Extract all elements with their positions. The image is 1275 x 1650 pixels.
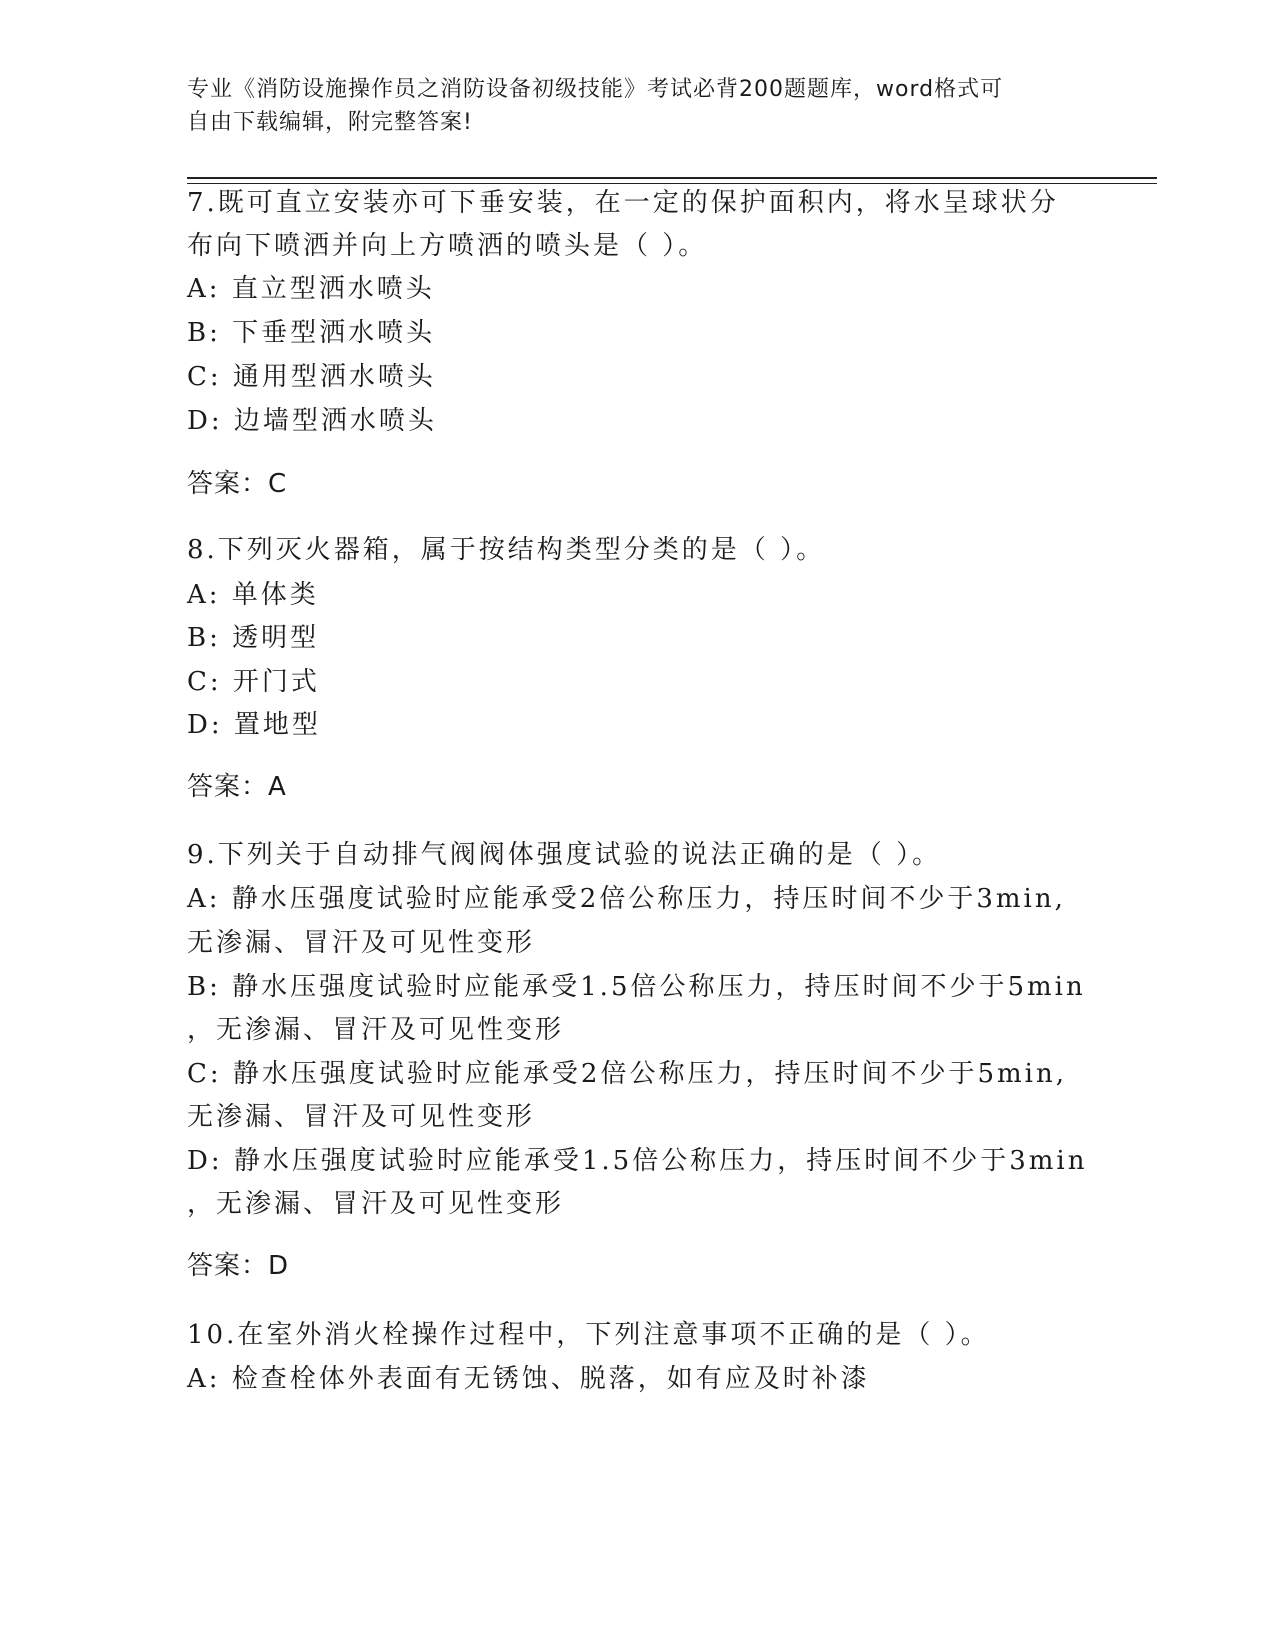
question-8-option-a: A: 单体类 — [187, 580, 319, 610]
header-divider-thick — [187, 177, 1157, 179]
header-line-2: 自由下载编辑，附完整答案! — [187, 110, 473, 135]
question-7-option-d: D: 边墙型洒水喷头 — [187, 406, 437, 436]
question-9-option-d-line-2: ，无渗漏、冒汗及可见性变形 — [187, 1189, 565, 1219]
question-9-answer: 答案：D — [187, 1251, 290, 1281]
question-9-option-a-line-2: 无渗漏、冒汗及可见性变形 — [187, 928, 536, 958]
question-8-answer: 答案：A — [187, 772, 287, 802]
question-9-stem-line-1: 9.下列关于自动排气阀阀体强度试验的说法正确的是（ ）。 — [187, 840, 942, 870]
question-7-option-a: A: 直立型洒水喷头 — [187, 274, 435, 304]
question-7-stem-line-2: 布向下喷洒并向上方喷洒的喷头是（ ）。 — [187, 231, 708, 261]
question-7-option-b: B: 下垂型洒水喷头 — [187, 318, 436, 348]
question-7-answer: 答案：C — [187, 469, 288, 499]
question-9-option-d-line-1: D: 静水压强度试验时应能承受1.5倍公称压力，持压时间不少于3min — [187, 1146, 1088, 1176]
question-9-option-a-line-1: A: 静水压强度试验时应能承受2倍公称压力，持压时间不少于3min, — [187, 884, 1066, 914]
header-line-1: 专业《消防设施操作员之消防设备初级技能》考试必背200题题库，word格式可 — [187, 77, 1004, 102]
question-8-option-b: B: 透明型 — [187, 623, 320, 653]
question-7-stem-line-1: 7.既可直立安装亦可下垂安装，在一定的保护面积内，将水呈球状分 — [187, 188, 1059, 218]
question-8-option-c: C: 开门式 — [187, 667, 320, 697]
question-9-option-c-line-2: 无渗漏、冒汗及可见性变形 — [187, 1102, 536, 1132]
question-9-option-b-line-2: ，无渗漏、冒汗及可见性变形 — [187, 1015, 565, 1045]
question-8-stem-line-1: 8.下列灭火器箱，属于按结构类型分类的是（ ）。 — [187, 535, 826, 565]
question-7-option-c: C: 通用型洒水喷头 — [187, 362, 436, 392]
document-header — [187, 73, 1087, 139]
question-9-option-b-line-1: B: 静水压强度试验时应能承受1.5倍公称压力，持压时间不少于5min — [187, 972, 1086, 1002]
question-9-option-c-line-1: C: 静水压强度试验时应能承受2倍公称压力，持压时间不少于5min, — [187, 1059, 1067, 1089]
question-8-option-d: D: 置地型 — [187, 710, 321, 740]
question-10-option-a: A: 检查栓体外表面有无锈蚀、脱落，如有应及时补漆 — [187, 1364, 870, 1394]
question-10-stem-line-1: 10.在室外消火栓操作过程中，下列注意事项不正确的是（ ）。 — [187, 1320, 990, 1350]
